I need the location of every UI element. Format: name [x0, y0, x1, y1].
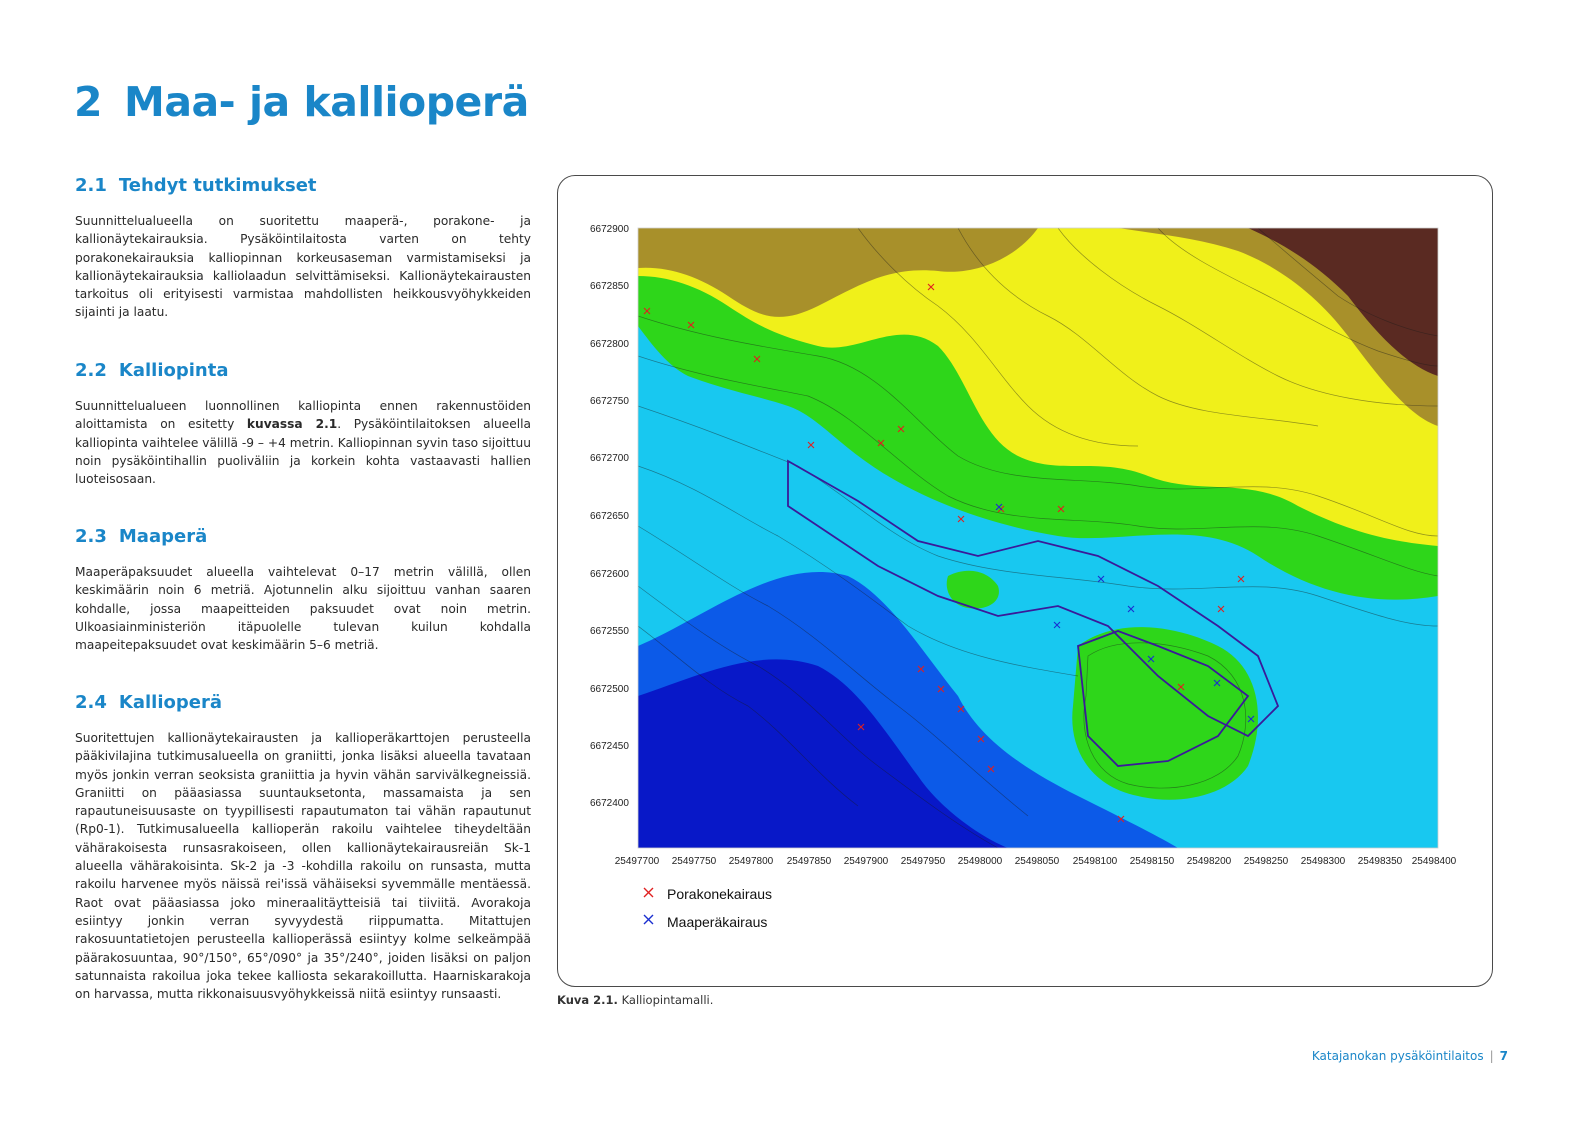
x-tick-label: 25497750 — [671, 856, 717, 867]
x-tick-label: 25497800 — [728, 856, 774, 867]
body-text: . Pysäköintilaitoksen alueella kalliopinta vaihtelee välillä -9 – +4 metrin. Kalliopinnan syvin taso sijoittuu noin pysäköintihallin puoliväliin ja korkein kohta vastaavasti hallien luoteisosaan. — [75, 417, 531, 487]
x-tick-label: 25498400 — [1411, 856, 1457, 867]
y-tick-label: 6672850 — [590, 281, 629, 292]
x-tick-label: 25498200 — [1186, 856, 1232, 867]
map-legend — [644, 886, 772, 930]
section-body: Suunnittelualueella on suoritettu maaperä-, porakone- ja kallionäytekairauksia. Pysäköintilaitosta varten on tehty porakonekairauksia kalliopinnan korkeusaseman varmistamiseksi ja kallionäytekairauksia kalliolaadun selvittämiseksi. Kallionäytekairausten tarkoitus oli erityisesti varmistaa mahdollisten heikkousvyöhykkeiden sijainti ja laatu. — [75, 214, 531, 320]
section-title: Maaperä — [118, 526, 208, 547]
section-body — [75, 397, 531, 488]
chapter-number: 2 — [74, 78, 103, 126]
x-axis-labels — [615, 856, 1457, 867]
chapter-title-text: Maa- ja kallioperä — [124, 78, 529, 126]
section-kalliopinta — [75, 360, 531, 488]
legend-marker-blue — [644, 915, 653, 924]
section-number: 2.3 — [75, 526, 107, 547]
y-tick-label: 6672650 — [590, 511, 629, 522]
section-title: Kallioperä — [118, 692, 222, 713]
body-text: Suunnittelualueen luonnollinen kalliopinta ennen rakennustöiden aloittamista on esitetty — [75, 399, 531, 432]
x-tick-label: 25498300 — [1300, 856, 1346, 867]
x-tick-label: 25497950 — [900, 856, 946, 867]
legend-label: Porakonekairaus — [667, 886, 773, 902]
x-tick-label: 25497700 — [614, 856, 660, 867]
page-footer — [1312, 1049, 1508, 1063]
legend-marker-red — [644, 888, 653, 897]
section-title: Kalliopinta — [118, 360, 229, 381]
x-tick-label: 25497850 — [786, 856, 832, 867]
figure-caption — [557, 993, 713, 1007]
x-tick-label: 25498100 — [1072, 856, 1118, 867]
section-number: 2.1 — [75, 175, 107, 196]
figure-frame — [557, 175, 1493, 987]
section-heading — [75, 175, 531, 196]
section-number: 2.2 — [75, 360, 107, 381]
y-tick-label: 6672600 — [590, 569, 629, 580]
section-number: 2.4 — [75, 692, 107, 713]
map-area — [638, 228, 1438, 848]
caption-text: Kalliopintamalli. — [621, 993, 714, 1007]
footer-title: Katajanokan pysäköintilaitos — [1311, 1049, 1484, 1063]
section-body: Maaperäpaksuudet alueella vaihtelevat 0–17 metrin välillä, ollen keskimäärin noin 6 metriä. Ajotunnelin alku sijoittuu vanhan saaren kohdalle, jossa maapeitteiden paksuudet ovat noin metrin. Ulkoasiainministeriön itäpuolelle tulevan kuilun kohdalla maapeitepaksuudet ovat keskimäärin 5–6 metriä. — [75, 565, 531, 653]
x-tick-label: 25498000 — [957, 856, 1003, 867]
x-tick-label: 25497900 — [843, 856, 889, 867]
section-title: Tehdyt tutkimukset — [118, 175, 317, 196]
y-tick-label: 6672900 — [590, 224, 629, 235]
section-maapera — [75, 526, 531, 654]
y-tick-label: 6672550 — [590, 626, 629, 637]
section-heading — [75, 692, 531, 713]
y-tick-label: 6672450 — [590, 741, 629, 752]
caption-label: Kuva 2.1. — [557, 993, 618, 1007]
section-heading — [75, 526, 531, 547]
chapter-title — [74, 78, 529, 126]
section-kalliopera — [75, 692, 531, 1003]
y-tick-label: 6672800 — [590, 339, 629, 350]
x-tick-label: 25498250 — [1243, 856, 1289, 867]
section-heading — [75, 360, 531, 381]
legend-label: Maaperäkairaus — [667, 914, 768, 930]
section-tehdyt-tutkimukset — [75, 175, 531, 322]
y-tick-label: 6672700 — [590, 453, 629, 464]
footer-separator: | — [1489, 1049, 1494, 1063]
figure-reference: kuvassa 2.1 — [246, 417, 338, 432]
y-axis-labels — [590, 224, 629, 809]
y-tick-label: 6672500 — [590, 684, 629, 695]
bedrock-surface-map — [558, 176, 1492, 986]
x-tick-label: 25498150 — [1129, 856, 1175, 867]
section-body: Suoritettujen kallionäytekairausten ja kallioperäkarttojen perusteella pääkivilajina tutkimusalueella on graniitti, jonka lisäksi alueella tavataan myös jonkin verran seoksista graniittia ja hyvin vähän sarvivälkegneissiä. Graniitti on pääasiassa suuntauksetonta, massamaista ja sen rapautuneisuusaste on tyypillisesti rapautumaton tai vähän rapautunut (Rp0-1). Tutkimusalueella kallioperän rakoilu vaihtelee tiheydeltään vähärakoisesta runsasrakoiseen, ollen kallionäytekairausreiän Sk-1 alueella vähärakoisinta. Sk-2 ja -3 -kohdilla rakoilu on runsasta, mutta rakoilu harvenee myös näissä rei'issä vähäiseksi syvemmälle mentäessä. Raot ovat pääasiassa joko mineraalitäytteisiä tai tiiviitä. Avorakoja esiintyy jonkin verran syvyydestä riippumatta. Mitattujen rakosuuntatietojen perusteella kallioperässä esiintyy kolme selkeämpää päärakosuuntaa, 90°/150°, 65°/090° ja 35°/240°, joiden lisäksi on paljon satunnaista rakoilua joka tekee kalliosta sekarakoillutta. Haarniskarakoja on harvassa, mutta rikkonaisuusvyöhykkeissä niitä esiintyy runsaasti. — [75, 731, 531, 1002]
y-tick-label: 6672400 — [590, 798, 629, 809]
page-number: 7 — [1499, 1049, 1508, 1063]
x-tick-label: 25498050 — [1014, 856, 1060, 867]
x-tick-label: 25498350 — [1357, 856, 1403, 867]
y-tick-label: 6672750 — [590, 396, 629, 407]
